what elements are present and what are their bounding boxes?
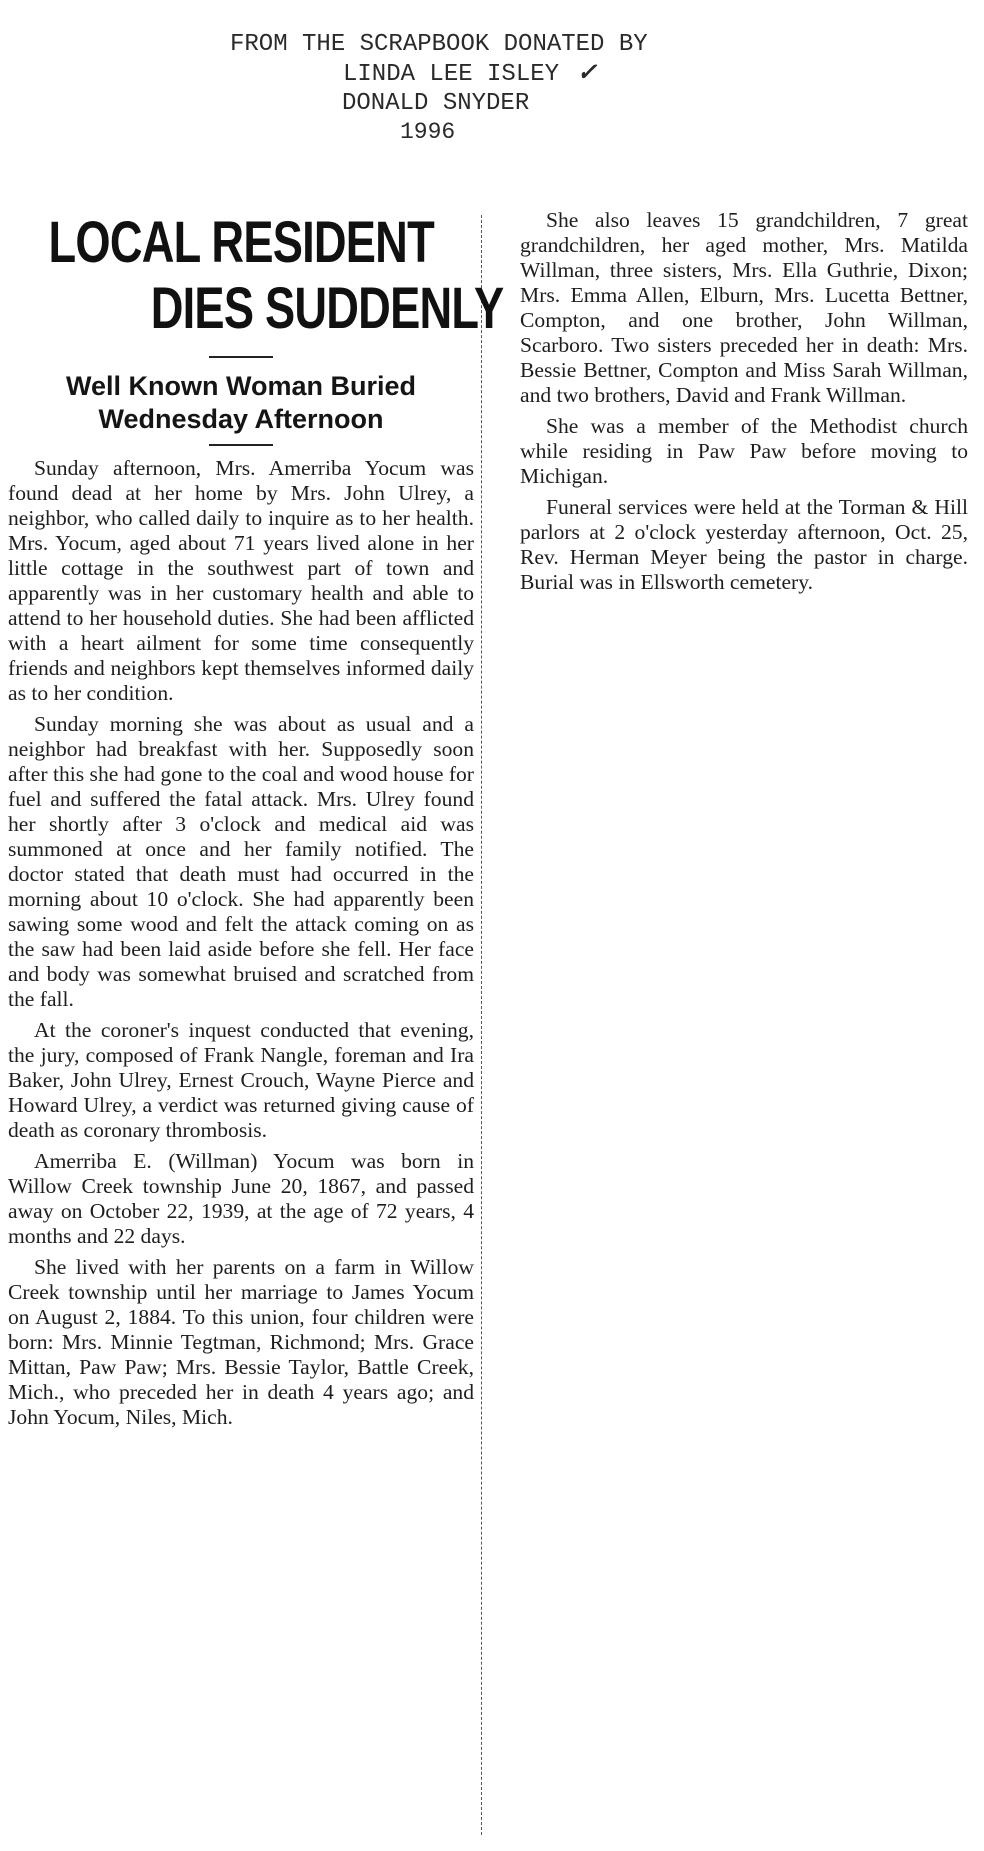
scrapbook-note [200,30,760,147]
note-line-2 [200,59,760,89]
clipping-fold-line [481,215,482,1835]
paragraph-2: Sunday morning she was about as usual and a neighbor had breakfast with her. Supposedly soon after this she had gone to the coal and wood house for fuel and suffered the fatal attack. Mrs. Ulrey found her shortly after 3 o'clock and medical aid was summoned at once and her family notified. The doctor stated that death must had occurred in the morning about 10 o'clock. She had apparently been sawing some wood and felt the attack coming on as the saw had been laid aside before she fell. Her face and body was somewhat bruised and scratched from the fall. [8,712,474,1011]
paragraph-7: She was a member of the Methodist church while residing in Paw Paw before moving to Michigan. [520,414,968,488]
paragraph-8: Funeral services were held at the Torman & Hill parlors at 2 o'clock yesterday afternoon, Oct. 25, Rev. Herman Meyer being the pastor in charge. Burial was in Ellsworth cemetery. [520,495,968,594]
note-year: 1996 [400,119,456,145]
article-column-left [8,210,504,1436]
headline [8,210,504,342]
paragraph-5: She lived with her parents on a farm in Willow Creek township until her marriage to James Yocum on August 2, 1884. To this union, four children were born: Mrs. Minnie Tegtman, Richmond; Mrs. Grace Mittan, Paw Paw; Mrs. Bessie Taylor, Battle Creek, Mich., who preceded her in death 4 years ago; and John Yocum, Niles, Mich. [8,1255,474,1429]
subheadline-rule [209,444,273,446]
paragraph-1: Sunday afternoon, Mrs. Amerriba Yocum was found dead at her home by Mrs. John Ulrey, a neighbor, who called daily to inquire as to her health. Mrs. Yocum, aged about 71 years lived alone in her little cottage in the southwest part of town and apparently was in her customary health and able to attend to her household duties. She had been afflicted with a heart ailment for some time consequently friends and neighbors kept themselves informed daily as to her condition. [8,456,474,705]
paragraph-4: Amerriba E. (Willman) Yocum was born in Willow Creek township June 20, 1867, and passed away on October 22, 1939, at the age of 72 years, 4 months and 22 days. [8,1149,474,1248]
paragraph-6: She also leaves 15 grandchildren, 7 great grandchildren, her aged mother, Mrs. Matilda Willman, three sisters, Mrs. Ella Guthrie, Dixon; Mrs. Emma Allen, Elburn, Mrs. Lucetta Bettner, Compton, and one brother, John Willman, Scarboro. Two sisters preceded her in death: Mrs. Bessie Bettner, Compton and Miss Sarah Willman, and two brothers, David and Frank Willman. [520,208,968,407]
note-line-3: DONALD SNYDER [342,90,530,117]
paragraph-3: At the coroner's inquest conducted that evening, the jury, composed of Frank Nangle, foreman and Ira Baker, John Ulrey, Ernest Crouch, Wayne Pierce and Howard Ulrey, a verdict was returned giving cause of death as coronary thrombosis. [8,1018,474,1142]
article-column-right [520,208,968,601]
handwritten-check-mark: ✓ [577,60,598,86]
headline-line-1: LOCAL RESIDENT [48,210,434,275]
headline-rule [209,356,273,358]
donor-name-1: LINDA LEE ISLEY [343,61,560,88]
subheadline: Well Known Woman Buried Wednesday Afternoon [65,371,416,434]
headline-line-2: DIES SUDDENLY [150,276,504,341]
note-line-1: FROM THE SCRAPBOOK DONATED BY [230,31,648,58]
